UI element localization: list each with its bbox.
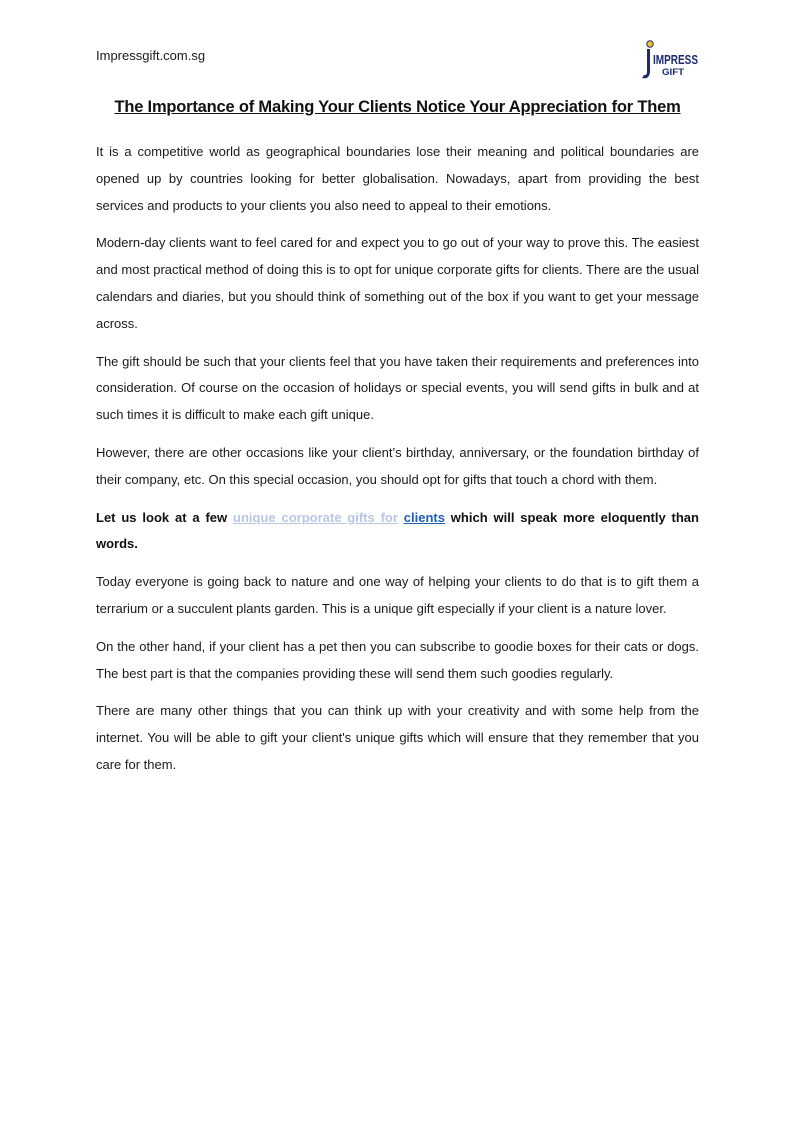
paragraph-gift-considerations: The gift should be such that your clients feel that you have taken their requirements and preferences into consideration. Of course on the occasion of holidays or special events, you will send gifts in bulk and at such times it is difficult to make each gift unique. [96, 353, 699, 423]
paragraph-conclusion: There are many other things that you can think up with your creativity and with some help from the internet. You will be able to gift your client's unique gifts which will ensure that they remember that you care for them. [96, 703, 699, 772]
paragraph-modern-clients: Modern-day clients want to feel cared for and expect you to go out of your way to prove this. The easiest and most practical method of doing this is to opt for unique corporate gifts for clients. There are the usual calendars and diaries, but you should think of something out of the box if you want to get your message across. [96, 235, 699, 331]
article-body [96, 139, 699, 790]
paragraph-special-occasions: However, there are other occasions like your client’s birthday, anniversary, or the foundation birthday of their company, etc. On this special occasion, you should opt for gifts that touch a chord with them. [96, 444, 699, 487]
paragraph-intro: It is a competitive world as geographical boundaries lose their meaning and political boundaries are opened up by countries looking for better globalisation. Nowadays, apart from providing the best services and products to your clients you also need to appeal to their emotions. [96, 144, 699, 213]
logo-dot [647, 41, 653, 47]
logo-swoosh [642, 49, 650, 78]
paragraph-pet-goodies: On the other hand, if your client has a pet then you can subscribe to goodie boxes for their cats or dogs. The best part is that the companies providing these will send them such goodies regularly. [96, 638, 699, 681]
highlight-paragraph [96, 505, 699, 559]
highlight-text-after: which will speak more eloquently than words. [96, 509, 699, 552]
site-name: Impressgift.com.sg [96, 48, 206, 63]
logo-word-top: IMPRESS [653, 53, 698, 67]
unique-corporate-gifts-link[interactable]: unique corporate gifts for [233, 509, 398, 525]
paragraph-nature-gifts: Today everyone is going back to nature and one way of helping your clients to do that is to gift them a terrarium or a succulent plants garden. This is a unique gift especially if your client is a nature lover. [96, 574, 699, 616]
highlight-text-before: Let us look at a few [96, 509, 233, 525]
logo-word-bottom: GIFT [662, 67, 685, 77]
page-title: The Importance of Making Your Clients Notice Your Appreciation for Them [114, 98, 681, 116]
clients-link[interactable]: clients [403, 509, 445, 525]
impress-gift-logo-icon [638, 38, 702, 84]
